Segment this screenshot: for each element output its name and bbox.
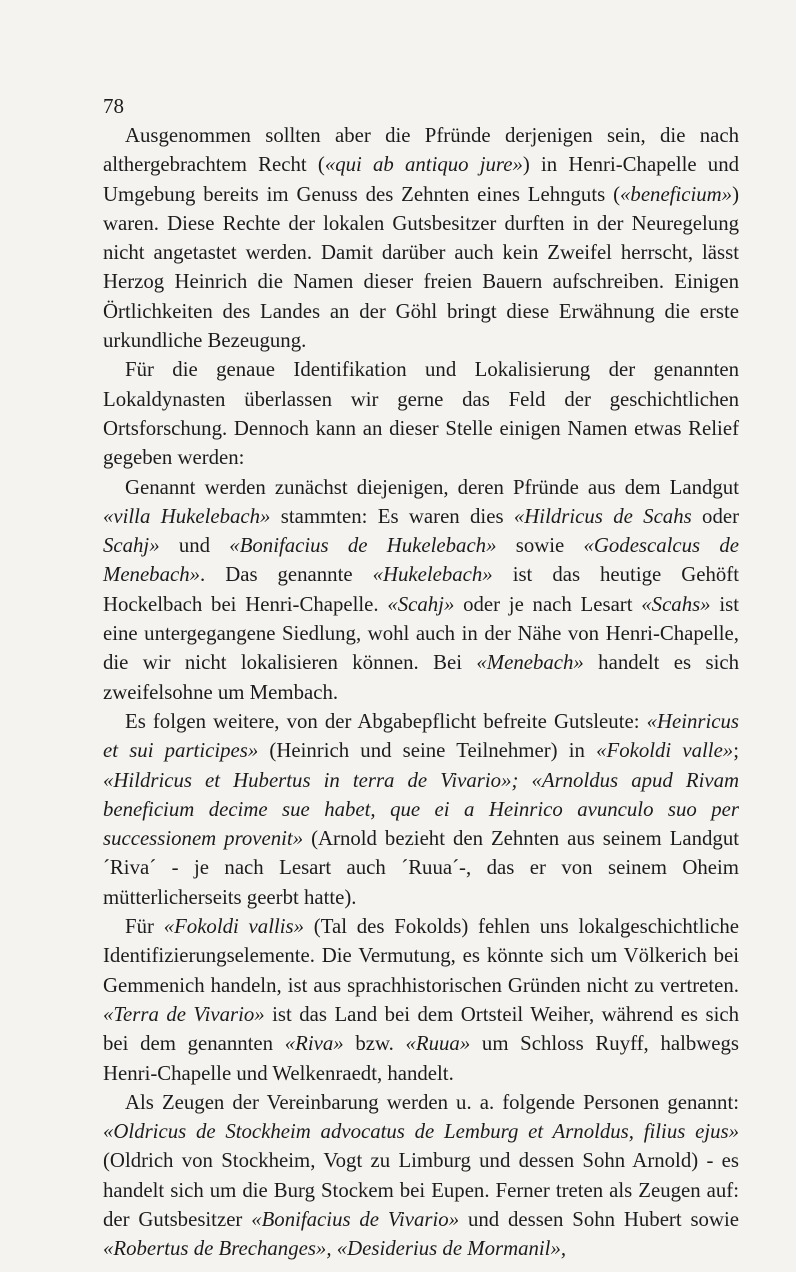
text-run: Für die genaue Identifikation und Lokalisierung der genannten Lokaldynasten überlassen wir gerne das Feld der geschichtlichen Ortsforschung. Dennoch kann an dieser Stelle einigen Namen etwas Relief gegeben werden: [103, 358, 739, 470]
italic-quote: «villa Hukelebach» [103, 504, 271, 528]
text-run: ; [733, 739, 739, 763]
italic-quote: «Fokoldi vallis» [163, 915, 305, 939]
italic-quote: «Hildricus et Hubertus in terra de Vivario»; «Arnoldus apud Rivam beneficium decime sue habet, que ei a Heinrico avunculo suo per successionem provenit» [103, 768, 739, 851]
text-run: oder [691, 504, 739, 528]
paragraph-3 [103, 473, 739, 707]
italic-quote: «Scahs» [641, 592, 711, 616]
italic-quote: «Godescalcus de Menebach» [103, 534, 740, 587]
italic-quote: «beneficium» [620, 182, 733, 206]
italic-quote: «Bonifacius de Hukelebach» [229, 534, 497, 558]
italic-quote: «Riva» [284, 1032, 344, 1056]
text-run: Ausgenommen sollten aber die Pfründe derjenigen sein, die nach althergebrachtem Recht ( [103, 124, 739, 177]
text-run: oder je nach Lesart [454, 592, 642, 616]
text-run: ) waren. Diese Rechte der lokalen Gutsbesitzer durften in der Neuregelung nicht angetastet werden. Damit darüber auch kein Zweifel herrscht, lässt Herzog Heinrich die Namen dieser freien Bauern aufschreiben. Einigen Örtlichkeiten des Landes an der Göhl bringt diese Erwähnung die erste urkundliche Bezeugung. [103, 182, 739, 353]
italic-quote: «qui ab antiquo jure» [324, 153, 523, 177]
italic-quote: «Robertus de Brechanges», «Desiderius de Mormanil», [103, 1237, 567, 1261]
italic-quote: «Hildricus de Scahs [513, 504, 692, 528]
text-run: ist das heutige Gehöft Hockelbach bei Henri-Chapelle. [103, 563, 739, 616]
text-run: handelt es sich zweifelsohne um Membach. [103, 651, 739, 704]
text-run: ) in Henri-Chapelle und Umgebung bereits im Genuss des Zehnten eines Lehnguts ( [103, 153, 740, 206]
italic-quote: «Terra de Vivario» [103, 1002, 265, 1026]
text-run: und dessen Sohn Hubert sowie [459, 1207, 739, 1231]
text-run: ist das Land bei dem Ortsteil Weiher, während es sich bei dem genannten [103, 1002, 739, 1056]
paragraph-6 [103, 1088, 739, 1264]
text-run: stammten: Es waren dies [270, 504, 514, 528]
text-run: Es folgen weitere, von der Abgabepflicht befreite Gutsleute: [125, 709, 647, 733]
italic-quote: «Bonifacius de Vivario» [251, 1207, 460, 1231]
text-run: bzw. [343, 1032, 406, 1056]
italic-quote: Scahj» [103, 534, 160, 558]
page-number: 78 [103, 94, 124, 118]
text-run: (Oldrich von Stockheim, Vogt zu Limburg und dessen Sohn Arnold) - es handelt sich um die Burg Stockem bei Eupen. Ferner treten als Zeugen auf: der Gutsbesitzer [103, 1149, 739, 1231]
paragraph-5 [103, 912, 739, 1088]
italic-quote: «Hukelebach» [372, 563, 493, 587]
paragraph-4 [103, 707, 739, 912]
italic-quote: «Fokoldi valle» [596, 739, 734, 763]
book-page [103, 92, 739, 1264]
text-run: Für [125, 915, 164, 939]
text-run: und [159, 534, 230, 558]
text-run: Genannt werden zunächst diejenigen, deren Pfründe aus dem Landgut [125, 475, 739, 499]
text-run: (Arnold bezieht den Zehnten aus seinem Landgut ´Riva´ - je nach Lesart auch ´Ruua´-, das er von seinem Oheim mütterlicherseits geerbt hatte). [103, 827, 740, 909]
paragraph-1 [103, 121, 739, 355]
text-run: Als Zeugen der Vereinbarung werden u. a. folgende Personen genannt: [125, 1090, 739, 1114]
italic-quote: «Menebach» [476, 651, 584, 675]
text-run: (Tal des Fokolds) fehlen uns lokalgeschichtliche Identifizierungselemente. Die Vermutung, es könnte sich um Völkerich bei Gemmenich handeln, ist aus sprachhistorischen Gründen nicht zu vertreten. [103, 915, 739, 997]
italic-quote: «Oldricus de Stockheim advocatus de Lemburg et Arnoldus, filius ejus» [103, 1120, 739, 1144]
text-run: (Heinrich und seine Teilnehmer) in [258, 739, 597, 763]
text-run: . Das genannte [200, 563, 373, 587]
text-run: sowie [496, 534, 584, 558]
text-run: um Schloss Ruyff, halbwegs Henri-Chapelle und Welkenraedt, handelt. [103, 1032, 739, 1085]
italic-quote: «Heinricus et sui participes» [103, 709, 739, 763]
italic-quote: «Scahj» [387, 592, 455, 616]
italic-quote: «Ruua» [405, 1032, 471, 1056]
paragraph-2 [103, 355, 739, 472]
text-run: ist eine untergegangene Siedlung, wohl auch in der Nähe von Henri-Chapelle, die wir nicht lokalisieren können. Bei [103, 592, 739, 675]
